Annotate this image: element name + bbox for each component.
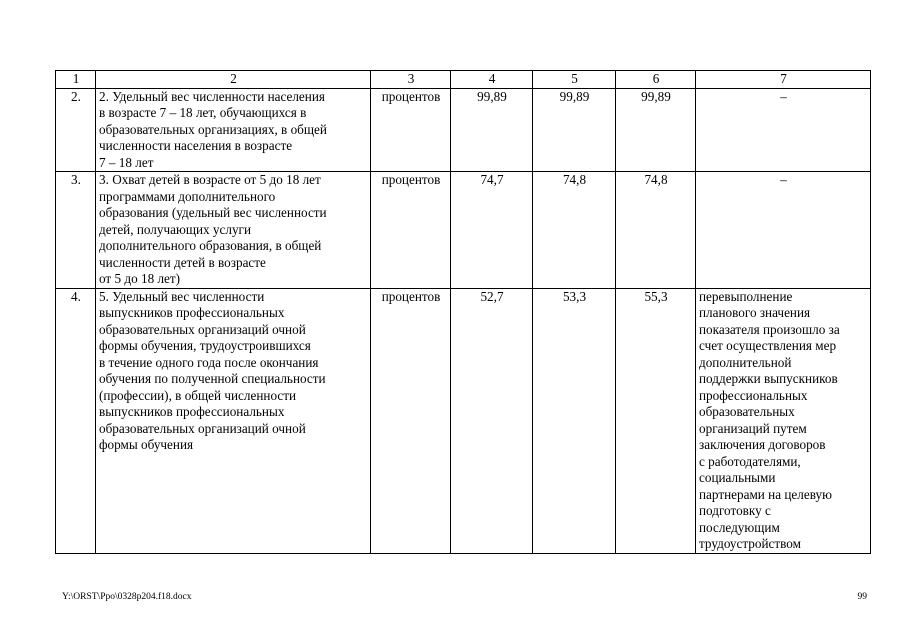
value-col6: 55,3 — [616, 288, 696, 553]
page-number: 99 — [857, 592, 867, 602]
value-col6: 99,89 — [616, 88, 696, 172]
table-row — [56, 288, 871, 553]
indicator-line: от 5 до 18 лет) — [99, 271, 181, 286]
indicator-cell — [96, 172, 371, 289]
indicator-line: численности детей в возрасте — [99, 254, 266, 270]
header-cell: 6 — [616, 71, 696, 89]
value-col6: 74,8 — [616, 172, 696, 289]
indicators-table — [55, 70, 871, 554]
header-cell: 2 — [96, 71, 371, 89]
indicator-line: 2. Удельный вес численности населения — [99, 88, 325, 104]
header-cell: 7 — [696, 71, 871, 89]
header-cell: 4 — [451, 71, 533, 89]
unit-cell: процентов — [371, 88, 451, 172]
unit-cell: процентов — [371, 172, 451, 289]
note-line: заключения договоров — [699, 437, 826, 452]
note-line: – — [780, 172, 787, 187]
value-col4: 52,7 — [451, 288, 533, 553]
value-col5: 99,89 — [533, 88, 616, 172]
indicator-line: в течение одного года после окончания — [99, 354, 319, 370]
note-cell — [696, 288, 871, 553]
indicator-line: в возрасте 7 – 18 лет, обучающихся в — [99, 105, 307, 120]
header-cell: 1 — [56, 71, 96, 89]
indicator-line: 3. Охват детей в возрасте от 5 до 18 лет — [99, 172, 321, 187]
note-line: показателя произошло за — [699, 321, 840, 337]
header-cell: 5 — [533, 71, 616, 89]
indicator-line: образовательных организациях, в общей — [99, 121, 327, 137]
value-col4: 74,7 — [451, 172, 533, 289]
note-line: перевыполнение — [699, 288, 793, 304]
note-line: организаций путем — [699, 420, 807, 436]
indicator-line: формы обучения, трудоустроившихся — [99, 338, 311, 353]
indicator-line: 5. Удельный вес численности — [99, 288, 265, 304]
note-line: подготовку с — [699, 503, 771, 518]
indicator-line: численности населения в возрасте — [99, 138, 293, 153]
value-col4: 99,89 — [451, 88, 533, 172]
indicator-line: 7 – 18 лет — [99, 154, 154, 170]
note-line: планового значения — [699, 305, 811, 320]
indicator-line: образовательных организаций очной — [99, 321, 306, 337]
table-row — [56, 88, 871, 172]
note-cell — [696, 88, 871, 172]
indicator-cell — [96, 288, 371, 553]
note-line: профессиональных — [699, 387, 808, 403]
header-cell: 3 — [371, 71, 451, 89]
note-line: образовательных — [699, 404, 795, 419]
note-line: – — [780, 88, 787, 104]
note-line: поддержки выпускников — [699, 371, 838, 386]
value-col5: 74,8 — [533, 172, 616, 289]
note-line: социальными — [699, 470, 776, 485]
indicator-line: выпускников профессиональных — [99, 305, 285, 320]
note-line: последующим — [699, 519, 780, 535]
indicator-line: образовательных организаций очной — [99, 420, 306, 436]
indicator-line: образования (удельный вес численности — [99, 205, 327, 220]
table-header-row — [56, 71, 871, 89]
note-line: партнерами на целевую — [699, 486, 832, 502]
row-number: 4. — [56, 288, 96, 553]
indicator-line: формы обучения — [99, 437, 194, 452]
table-row — [56, 172, 871, 289]
indicator-line: детей, получающих услуги — [99, 221, 252, 237]
document-path: Y:\ORST\Ppo\0328p204.f18.docx — [62, 592, 192, 602]
row-number: 2. — [56, 88, 96, 172]
note-line: с работодателями, — [699, 453, 801, 469]
indicator-line: выпускников профессиональных — [99, 404, 285, 419]
note-line: дополнительной — [699, 354, 792, 370]
unit-cell: процентов — [371, 288, 451, 553]
indicator-cell — [96, 88, 371, 172]
note-cell — [696, 172, 871, 289]
note-line: счет осуществления мер — [699, 338, 837, 353]
indicator-line: дополнительного образования, в общей — [99, 238, 322, 253]
value-col5: 53,3 — [533, 288, 616, 553]
indicator-line: обучения по полученной специальности — [99, 371, 326, 386]
indicator-line: (профессии), в общей численности — [99, 387, 297, 403]
indicator-line: программами дополнительного — [99, 188, 276, 204]
note-line: трудоустройством — [699, 536, 801, 551]
row-number: 3. — [56, 172, 96, 289]
